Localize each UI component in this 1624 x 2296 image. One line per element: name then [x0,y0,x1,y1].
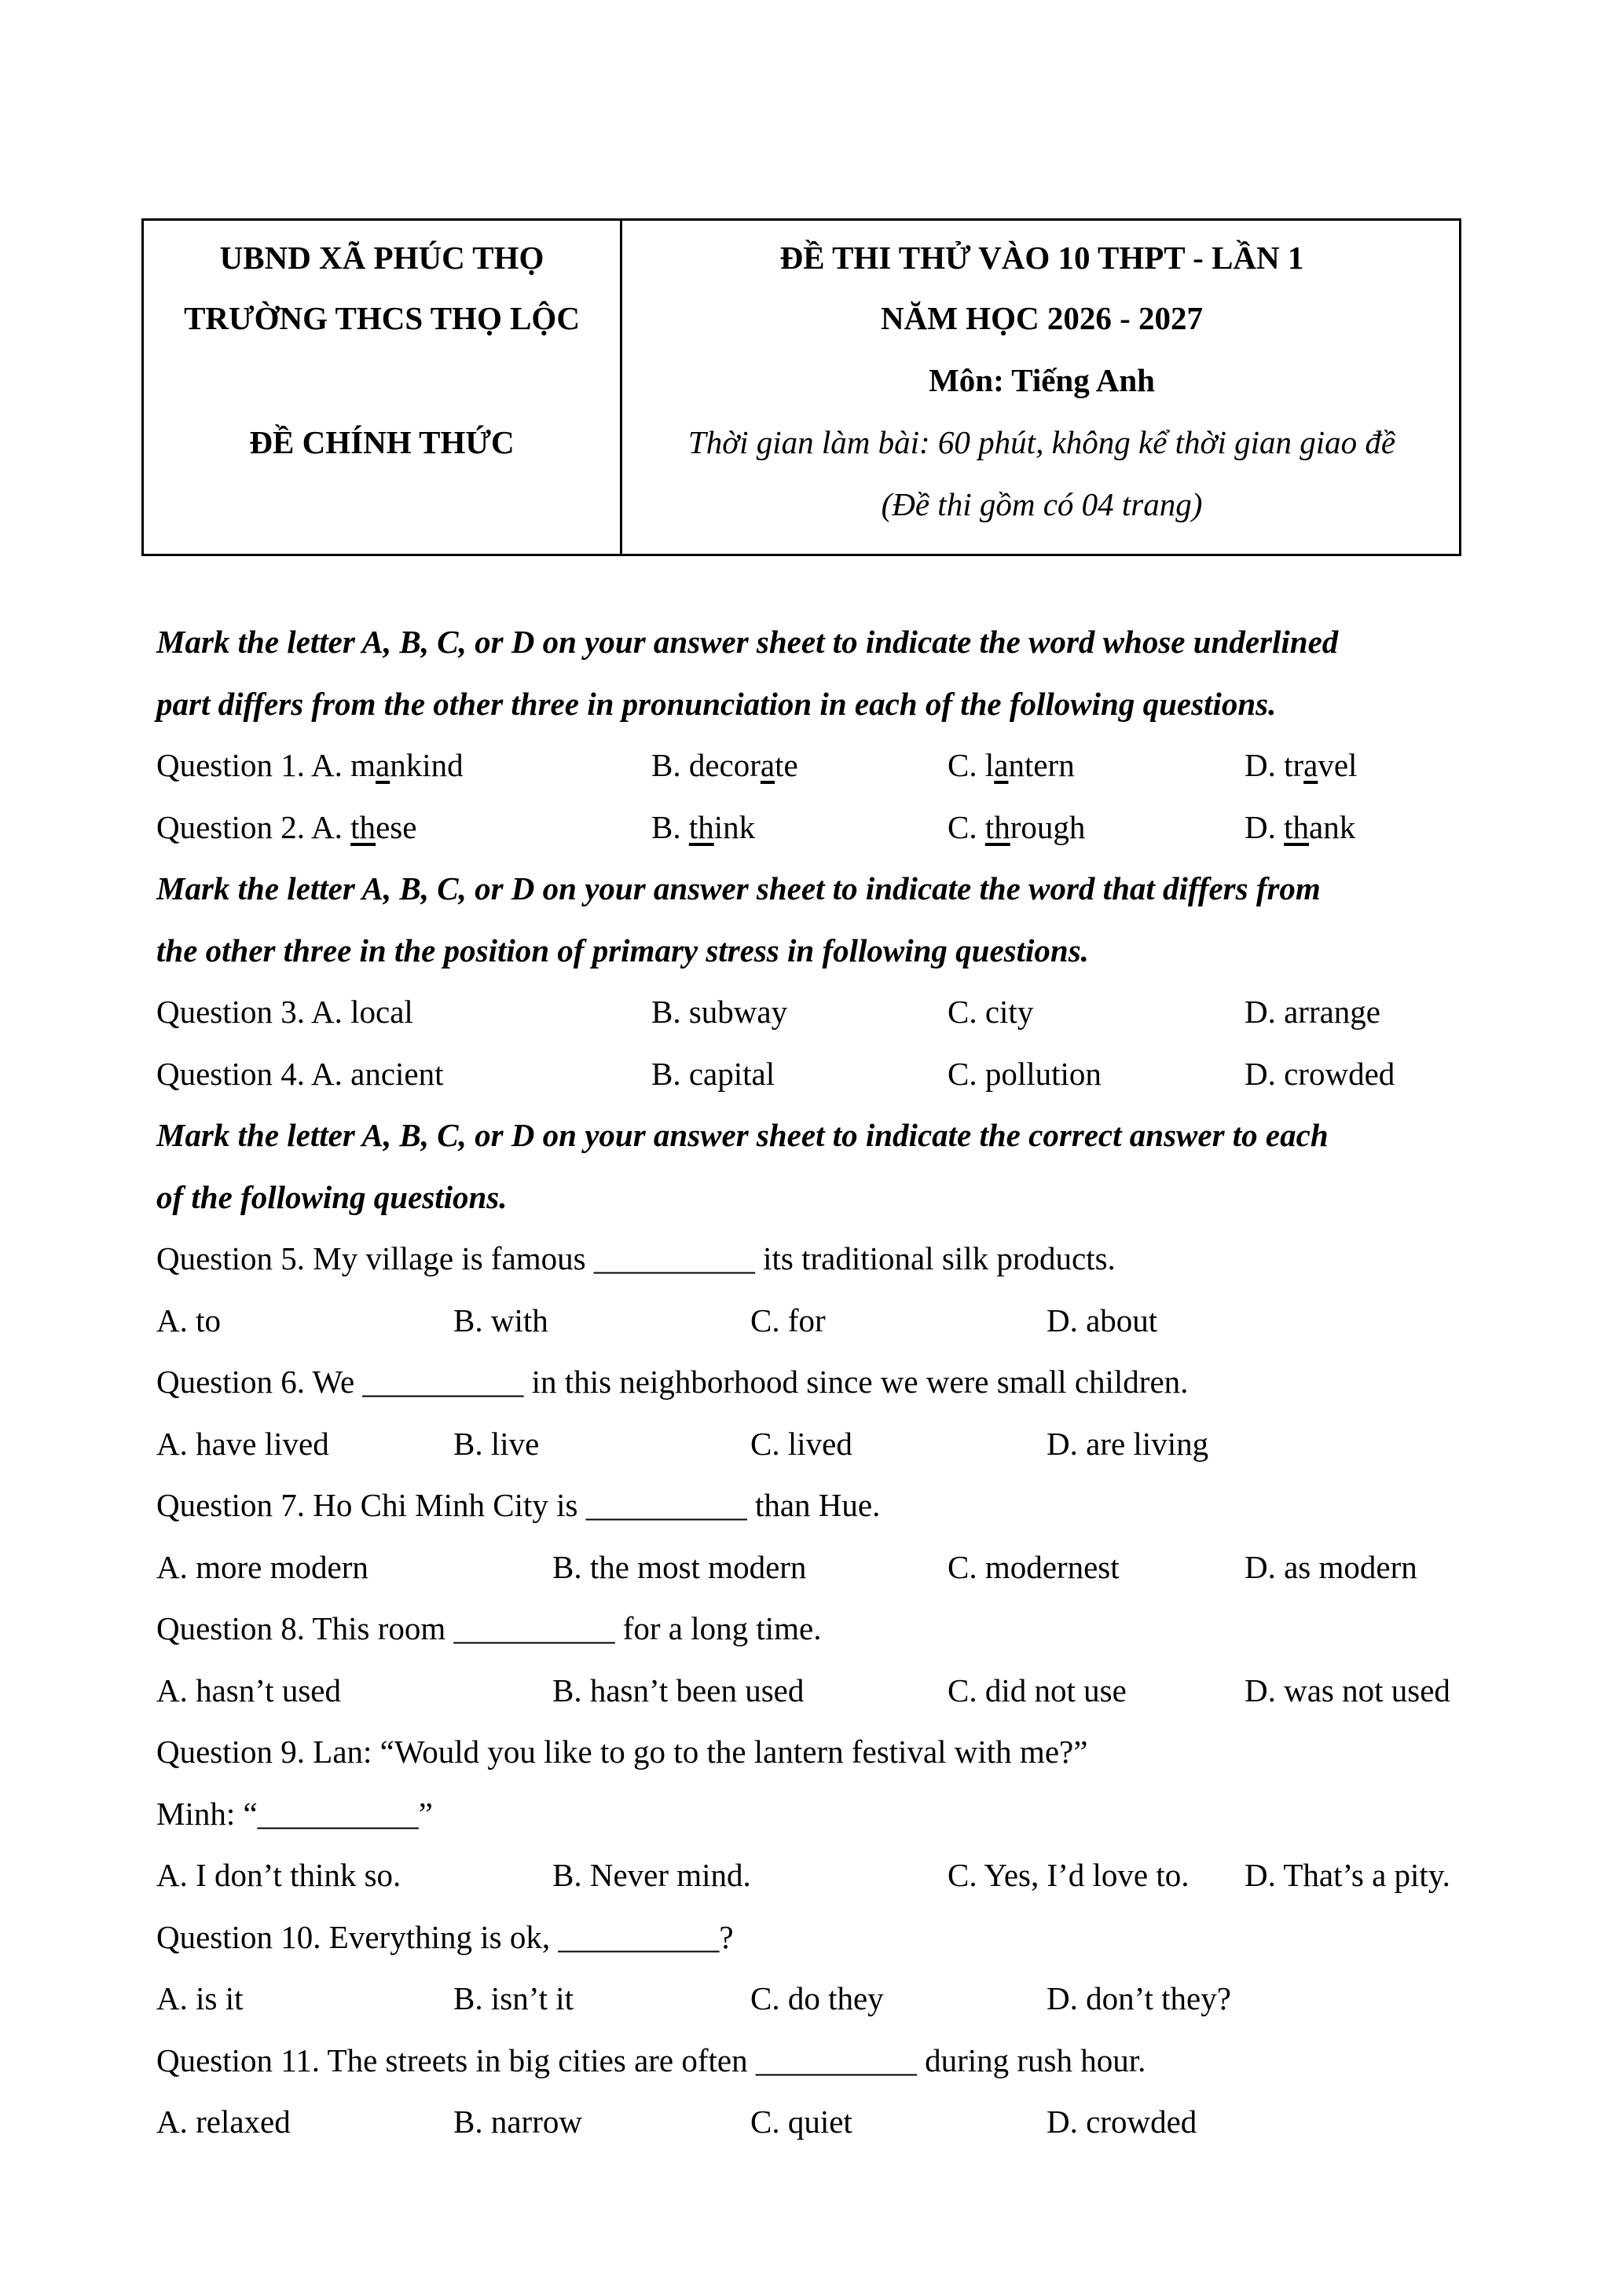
question-5-stem: Question 5. My village is famous __________ its traditional silk products. [156,1240,1116,1276]
question-2 [156,796,1492,859]
option-d: D. That’s a pity. [1245,1857,1450,1893]
option-d: D. crowded [1047,2104,1197,2140]
option-c: C. did not use [948,1672,1127,1708]
subject: Môn: Tiếng Anh [929,362,1155,398]
option-c: C. Yes, I’d love to. [948,1857,1190,1893]
question-5-options [156,1290,1492,1352]
instruction: Mark the letter A, B, C, or D on your answer sheet to indicate the word whose underlined [156,624,1339,660]
duration: Thời gian làm bài: 60 phút, không kể thời gian giao đề [687,424,1396,460]
question-9-options [156,1844,1492,1906]
question-9-stem-2: Minh: “__________” [156,1795,433,1832]
question-3 [156,981,1492,1043]
instruction: Mark the letter A, B, C, or D on your answer sheet to indicate the word that differs from [156,870,1321,906]
option-d: D. about [1047,1302,1158,1338]
page-count: (Đề thi gồm có 04 trang) [881,486,1203,522]
option-c: C. for [750,1302,826,1338]
question-4 [156,1043,1492,1105]
option-a: A. hasn’t used [156,1672,341,1708]
instruction: Mark the letter A, B, C, or D on your answer sheet to indicate the correct answer to each [156,1117,1329,1153]
option-b: B. hasn’t been used [552,1672,805,1708]
question-6-options [156,1413,1492,1475]
authority-name: UBND XÃ PHÚC THỌ [219,240,544,276]
option-d: D. arrange [1245,994,1381,1030]
question-10-options [156,1968,1492,2030]
option-b: B. capital [651,1055,775,1092]
option-b: B. Never mind. [552,1857,751,1893]
exam-header-table [141,218,1461,556]
school-year: NĂM HỌC 2026 - 2027 [881,300,1203,336]
option-a: A. relaxed [156,2104,291,2140]
question-11-stem: Question 11. The streets in big cities are often __________ during rush hour. [156,2041,1146,2078]
option-c: C. do they [750,1980,884,2016]
question-6-stem: Question 6. We __________ in this neighborhood since we were small children. [156,1364,1189,1400]
option-c: C. modernest [948,1548,1120,1585]
option-a: Question 3. A. local [156,994,413,1030]
option-c: C. city [948,994,1034,1030]
option-a: Question 2. A. these [156,808,417,845]
instruction: of the following questions. [156,1178,508,1215]
option-a: A. I don’t think so. [156,1857,401,1893]
option-b: B. narrow [453,2104,582,2140]
question-1 [156,734,1492,796]
question-11-options [156,2091,1492,2153]
instruction: part differs from the other three in pronunciation in each of the following questions. [156,685,1277,722]
option-d: D. thank [1245,808,1356,845]
option-b: B. with [453,1302,548,1338]
option-a: A. is it [156,1980,244,2016]
option-d: D. crowded [1245,1055,1395,1092]
instruction: the other three in the position of primary stress in following questions. [156,932,1089,969]
option-c: C. lantern [948,747,1075,783]
official-label: ĐỀ CHÍNH THỨC [249,424,515,460]
option-b: B. subway [651,994,788,1030]
question-7-stem: Question 7. Ho Chi Minh City is __________ than Hue. [156,1487,881,1523]
option-b: B. live [453,1425,540,1462]
option-a: A. have lived [156,1425,329,1462]
option-a: Question 4. A. ancient [156,1055,444,1092]
question-9-stem: Question 9. Lan: “Would you like to go to the lantern festival with me?” [156,1734,1088,1770]
question-7-options [156,1536,1492,1598]
option-d: D. as modern [1245,1548,1417,1585]
option-a: Question 1. A. mankind [156,747,464,783]
option-d: D. are living [1047,1425,1209,1462]
option-a: A. more modern [156,1548,368,1585]
option-c: C. quiet [750,2104,852,2140]
option-c: C. pollution [948,1055,1102,1092]
option-c: C. lived [750,1425,852,1462]
exam-title: ĐỀ THI THỬ VÀO 10 THPT - LẦN 1 [779,240,1304,276]
option-c: C. through [948,808,1086,845]
exam-body [156,611,1492,2153]
option-b: B. think [651,808,756,845]
school-name: TRƯỜNG THCS THỌ LỘC [184,300,580,336]
option-d: D. travel [1245,747,1358,783]
option-d: D. was not used [1245,1672,1450,1708]
option-b: B. the most modern [552,1548,807,1585]
question-8-stem: Question 8. This room __________ for a long time. [156,1610,822,1646]
option-b: B. isn’t it [453,1980,574,2016]
question-8-options [156,1660,1492,1722]
option-a: A. to [156,1302,221,1338]
option-d: D. don’t they? [1047,1980,1231,2016]
question-10-stem: Question 10. Everything is ok, __________? [156,1918,734,1955]
option-b: B. decorate [651,747,798,783]
